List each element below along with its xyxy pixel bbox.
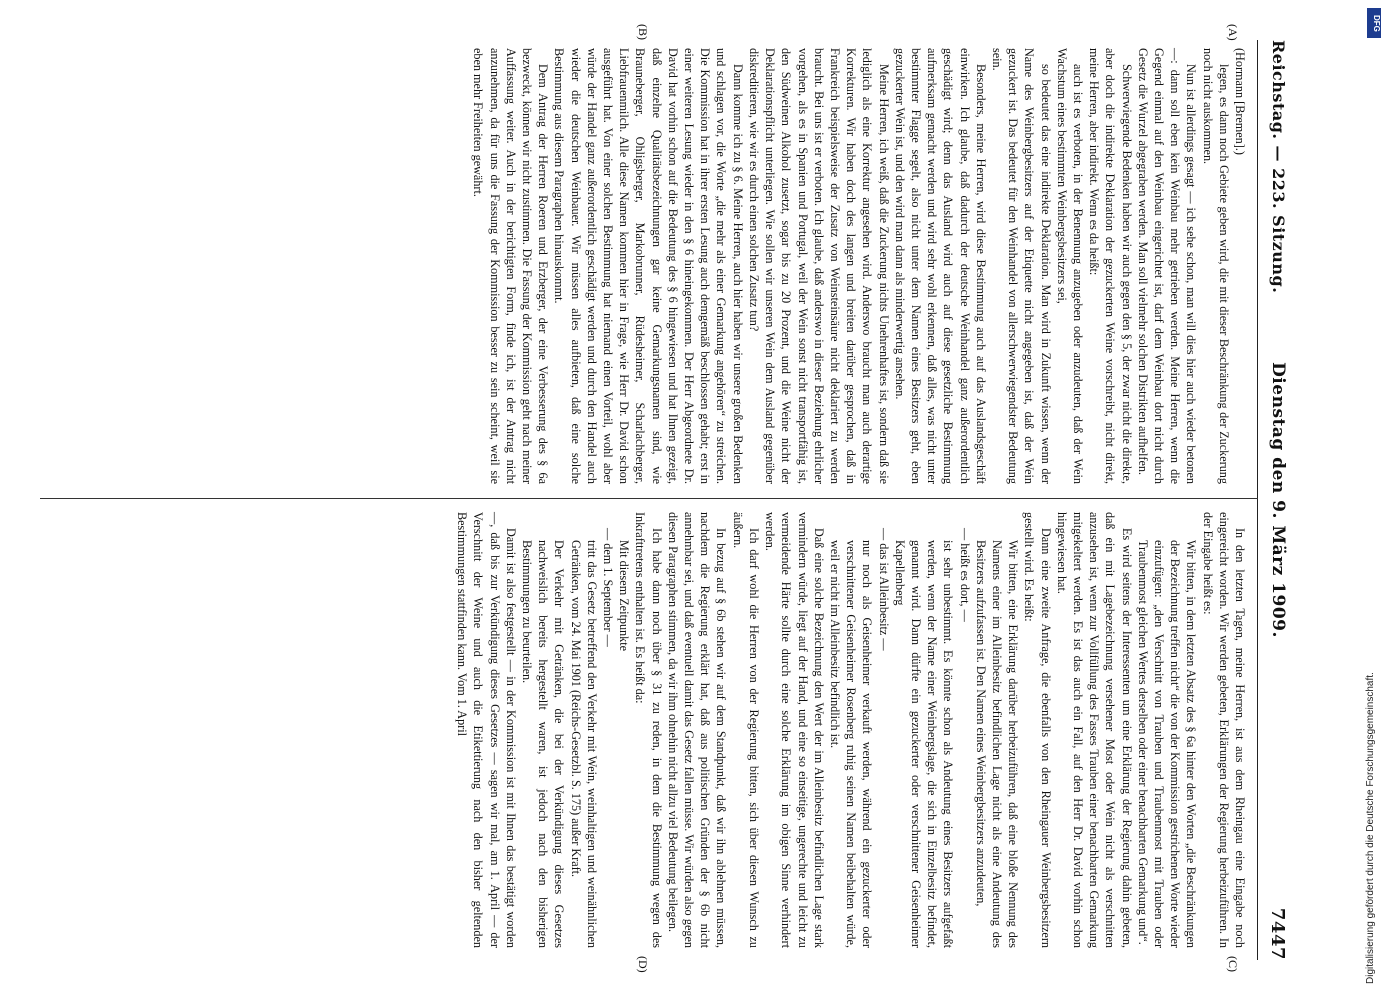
paragraph: Der Verkehr mit Getränken, die bei der Verkündigung dieses Gesetzes nachweislich bereits hergestellt waren, ist jedoch nach den bisherigen Bestimmungen zu beurteilen. <box>520 540 567 948</box>
header-rule <box>1257 40 1258 960</box>
paragraph: Dann komme ich zu § 6. Meine Herren, auch hier haben wir unsere großen Bedenken und schlagen vor, die Worte „die mehr als einer Gemarkung angehören“ zu streichen. Die Kommission hat in ihrer ersten Lesung auch demgemäß beschlossen gehabt; erst in einer weiteren Lesung wieder in den § 6 hineingekommen. Der Herr Abgeordnete Dr. David hat vorhin schon auf die Bedeutung des § 6 hingewiesen und hat Ihnen gezeigt, daß einzelne Qualitätsbezeichnungen gar keine Gemarkungsnamen sind, wie Brauneberger, Ohligsberger, Markobrunner, Rüdesheimer, Scharlachberger, Liebfrauenmilch. Alle diese Namen kommen hier in Frage, wie Herr Dr. David schon ausgeführt hat. Von einer solchen Bestimmung hat niemand einen Vorteil, wohl aber würde der Handel ganz außerordentlich geschädigt werden und durch den Handel auch wieder die deutschen Weinbauer. Wir müssen alles aufbieten, daß eine solche Bestimmung aus diesem Paragraphen hinauskommt. <box>552 48 745 484</box>
paragraph: Wir bitten, eine Erklärung darüber herbeizuführen, daß eine bloße Nennung des Namens einer im Alleinbesitz befindlichen Lage nicht als eine Andeutung des Besitzers aufzufassen ist. Den Namen eines Weinbergbesitzers anzudeuten, <box>973 540 1021 948</box>
paragraph: — heißt es dort, — <box>957 528 972 622</box>
paragraph: Damit ist also festgestellt — in der Kommission ist mit Ihnen das bestätigt worden —, daß bis zur Verkündigung dieses Gesetzes — sagen wir mal, am 1. April — der Verschnitt der Weine und auch die Etikettierung nach den bisher geltenden Bestimmungen stattfinden kann. Vom 1. April <box>455 512 518 948</box>
margin-marker-c: (C) <box>1226 956 1240 972</box>
paragraph: — das ist Alleinbesitz — <box>876 528 891 651</box>
paragraph: Besonders, meine Herren, wird diese Bestimmung auch auf das Auslandsgeschäft einwirken. Ich glaube, daß dadurch der deutsche Weinhandel ganz außerordentlich geschädigt wird; denn das Ausland wird auch auf diese gesetzliche Bestimmung aufmerksam gemacht werden und wird sehr wohl erkennen, daß alles, was nicht unter bestimmter Flagge segelt, also nicht unter dem Namen eines Besitzers geht, eben gezuckerter Wein ist, und den wird man dann als minderwertig ansehen. <box>892 48 988 484</box>
paragraph: In bezug auf § 6b stehen wir auf dem Standpunkt, daß wir ihn ablehnen müssen, nachdem die Regierung erklärt hat, daß aus politischen Gründen der § 6b nicht annehmbar sei, und daß eventuell damit das Gesetz fallen müsse. Wir würden also gegen diesen Paragraphen stimmen, da wir ihm ohnehin nicht allzu viel Bedeutung beilegen. <box>665 512 729 948</box>
paragraph: so bedeutet das eine indirekte Deklaration. Man wird in Zukunft wissen, wenn der Name des Weinbergbesitzers auf der Etiquette nicht angegeben ist, daß der Wein gezuckert ist. Das bedeutet für den Weinhandel von allerschwerwiegendster Bedeutung sein. <box>989 48 1053 484</box>
paragraph: tritt das Gesetz betreffend den Verkehr mit Wein, weinhaltigen und weinähnlichen Getränken, vom 24. Mai 1901 (Reichs-Gesetzbl. S. 175) außer Kraft. <box>568 540 599 948</box>
left-column <box>470 48 1248 484</box>
paragraph: Nun ist allerdings gesagt — ich sehe schon, man will dies hier auch wieder betonen —: dann soll eben kein Weinbau mehr getrieben werden. Meine Herren, wenn die Gegend einmal auf den Weinbau eingerichtet ist, darf dem Weinbau dort nicht durch Gesetz die Wurzel abgegraben werden. Man soll vielmehr solchen Distrikten aufhelfen. <box>1135 48 1199 484</box>
paragraph: Dem Antrag der Herren Roeren und Erzberger, der eine Verbesserung des § 6a bezweckt, können wir nicht zustimmen. Die Fassung der Kommission geht nach meiner Auffassung weiter. Auch in der berichtigten Form, finde ich, ist der Antrag nicht anzunehmen, da für uns die Fassung der Kommission besser zu sein scheint, weil sie eben mehr Freiheiten gewährt. <box>471 48 551 484</box>
right-column <box>454 512 1248 948</box>
paragraph: Es wird seitens der Interessenten um eine Erklärung der Regierung dahin gebeten, daß ein mit Lagebezeichnung versehener Most oder Wein nicht als verschnitten anzusehen ist, wenn zur Vollfüllung des Fasses Trauben einer benachbarten Gemarkung mitgekeltert werden. Es ist das auch ein Fall, auf den Herr Dr. David vorhin schon hingewiesen hat. <box>1054 512 1134 948</box>
column-divider <box>40 498 1258 499</box>
dfg-logo: DFG <box>1367 8 1381 38</box>
paragraph: In den letzten Tagen, meine Herren, ist aus dem Rheingau eine Eingabe noch eingereicht worden. Wir werden gebeten, Erklärungen der Regierung herbeizuführen. In der Eingabe heißt es: <box>1200 512 1247 948</box>
paragraph: Ich habe dann noch über § 31 zu reden, in dem die Bestimmung wegen des Inkrafttretens enthalten ist. Es heißt da: <box>633 512 664 948</box>
page-number: 7447 <box>1267 907 1288 960</box>
paragraph: ist sehr unbestimmt. Es könnte schon als Andeutung eines Besitzers aufgefaßt werden, wenn der Name einer Weinbergslage, die sich in Einzelbesitz befindet, genannt wird. Dann dürfte ein gezuckerter oder verschnittener Geisenheimer Kapellenberg <box>892 540 956 948</box>
paragraph: legen, es dann noch Gebiete geben wird, die mit dieser Beschränkung der Zuckerung noch nicht auskommen. <box>1200 48 1231 484</box>
paragraph: Wir bitten, in dem letzten Absatz des § 6a hinter den Worten „die Beschränkungen der Bezeichnung treffen nicht“ die von der Kommission gestrichenen Worte wieder einzufügen: „den Verschnitt von Trauben und Traubenmost mit Trauben oder Traubenmost gleichen Wertes derselben oder einer benachbarten Gemarkung und“. <box>1135 540 1199 948</box>
paragraph: Ich darf wohl die Herren von der Regierung bitten, sich über diesen Wunsch zu äußern. <box>730 512 761 948</box>
paragraph: (Hormann [Bremen].) <box>1233 48 1247 155</box>
page-header <box>1262 40 1288 960</box>
paragraph: auch ist es verboten, in der Benennung anzugeben oder anzudeuten, daß der Wein Wachstum eines bestimmten Weinbergsbesitzers sei, <box>1054 48 1085 484</box>
header-date: Dienstag den 9. März 1909. <box>1268 362 1288 638</box>
margin-marker-b: (B) <box>636 24 650 40</box>
paragraph: Mit diesem Zeitpunkte <box>617 540 632 652</box>
paragraph: Meine Herren, ich weiß, daß die Zuckerung nichts Unehrenhaftes ist, sondern daß sie lediglich als eine Korrektur angesehen wird. Anderswo braucht man auch derartige Korrekturen. Wir haben doch des langen und breiten darüber gesprochen, daß in Frankreich beispielsweise der Zusatz von Weinsteinsäure nicht deklariert zu werden braucht. Bei uns ist er verboten. Ich glaube, daß anderswo in dieser Beziehung ehrlicher vorgehen, als es in Spanien und Portugal, weil der Wein sonst nicht transportfähig ist, den Südweinen Alkohol zusetzt, sogar bis zu 20 Prozent, und die Weine nicht der Deklarationspflicht unterliegen. Wie sollen wir unseren Wein dem Ausland gegenüber diskreditieren, wie wir es durch einen solchen Zusatz tun? <box>746 48 891 484</box>
paragraph: Dann eine zweite Anfrage, die ebenfalls von den Rheingauer Weinbergsbesitzern gestellt wird. Es heißt: <box>1022 512 1053 948</box>
paragraph: — dem 1. September — <box>601 528 616 647</box>
margin-marker-d: (D) <box>636 956 650 973</box>
paragraph: nur noch als Geisenheimer verkauft werden, während ein gezuckerter oder verschnittener Geisenheimer Rosenberg ruhig seinen Namen beibehalten würde, weil er nicht im Alleinbesitz befindlich ist. <box>827 540 875 948</box>
digitization-credit: Digitalisierung gefördert durch die Deutsche Forschungsgemeinschaft. <box>1365 672 1376 984</box>
paragraph: Daß eine solche Bezeichnung den Wert der im Alleinbesitz befindlichen Lage stark vermindern würde, liegt auf der Hand, und eine so einseitige, ungerechte und leicht zu vermeidende Härte sollte durch eine solche Erklärung im obigen Sinne verhindert werden. <box>763 512 826 948</box>
margin-marker-a: (A) <box>1226 24 1240 41</box>
header-left: Reichstag. — 223. Sitzung. <box>1269 40 1288 294</box>
paragraph: Schwerwiegende Bedenken haben wir auch gegen den § 5, der zwar nicht die direkte, aber doch die indirekte Deklaration der gezuckerten Weine vorschreibt, nicht direkt, meine Herren, aber indirekt. Wenn es da heißt: <box>1087 48 1134 484</box>
